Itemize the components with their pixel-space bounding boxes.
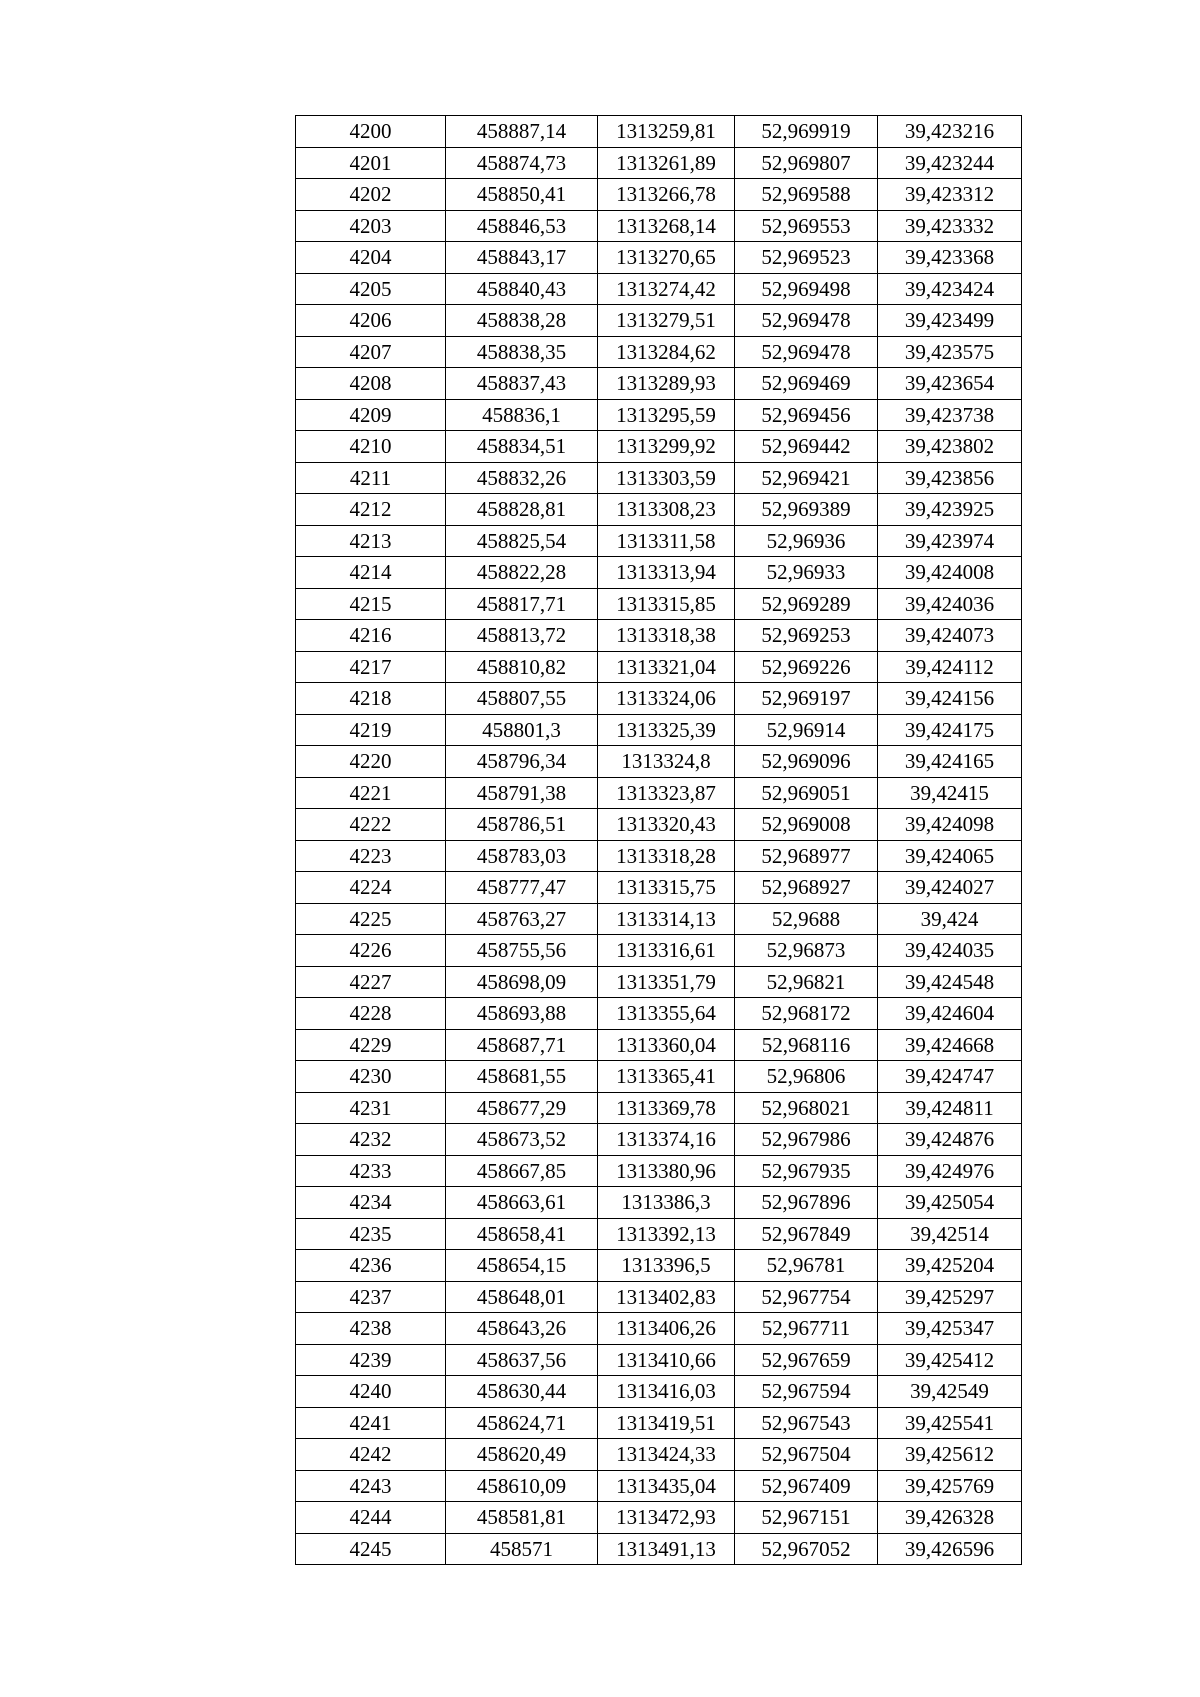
point-number-cell: 4234	[296, 1187, 446, 1219]
table-row	[296, 1313, 1022, 1345]
y-coordinate-cell: 1313491,13	[598, 1533, 735, 1565]
x-coordinate-cell: 458828,81	[446, 494, 598, 526]
table-row	[296, 116, 1022, 148]
point-number-cell: 4206	[296, 305, 446, 337]
x-coordinate-cell: 458822,28	[446, 557, 598, 589]
y-coordinate-cell: 1313321,04	[598, 651, 735, 683]
table-row	[296, 305, 1022, 337]
longitude-cell: 39,424035	[878, 935, 1022, 967]
point-number-cell: 4236	[296, 1250, 446, 1282]
point-number-cell: 4239	[296, 1344, 446, 1376]
point-number-cell: 4229	[296, 1029, 446, 1061]
latitude-cell: 52,969919	[735, 116, 878, 148]
table-row	[296, 872, 1022, 904]
latitude-cell: 52,968977	[735, 840, 878, 872]
table-row	[296, 1218, 1022, 1250]
latitude-cell: 52,969197	[735, 683, 878, 715]
latitude-cell: 52,96781	[735, 1250, 878, 1282]
latitude-cell: 52,967409	[735, 1470, 878, 1502]
coordinates-table	[295, 115, 1022, 1565]
x-coordinate-cell: 458643,26	[446, 1313, 598, 1345]
point-number-cell: 4226	[296, 935, 446, 967]
longitude-cell: 39,425412	[878, 1344, 1022, 1376]
table-row	[296, 273, 1022, 305]
x-coordinate-cell: 458677,29	[446, 1092, 598, 1124]
table-row	[296, 746, 1022, 778]
point-number-cell: 4200	[296, 116, 446, 148]
latitude-cell: 52,969456	[735, 399, 878, 431]
y-coordinate-cell: 1313402,83	[598, 1281, 735, 1313]
latitude-cell: 52,96873	[735, 935, 878, 967]
longitude-cell: 39,426328	[878, 1502, 1022, 1534]
y-coordinate-cell: 1313315,85	[598, 588, 735, 620]
latitude-cell: 52,967935	[735, 1155, 878, 1187]
longitude-cell: 39,423856	[878, 462, 1022, 494]
table-row	[296, 1092, 1022, 1124]
point-number-cell: 4205	[296, 273, 446, 305]
latitude-cell: 52,968116	[735, 1029, 878, 1061]
table-row	[296, 1281, 1022, 1313]
y-coordinate-cell: 1313308,23	[598, 494, 735, 526]
table-row	[296, 1250, 1022, 1282]
x-coordinate-cell: 458777,47	[446, 872, 598, 904]
longitude-cell: 39,424065	[878, 840, 1022, 872]
x-coordinate-cell: 458850,41	[446, 179, 598, 211]
longitude-cell: 39,424976	[878, 1155, 1022, 1187]
x-coordinate-cell: 458887,14	[446, 116, 598, 148]
x-coordinate-cell: 458838,28	[446, 305, 598, 337]
table-row	[296, 1502, 1022, 1534]
table-row	[296, 998, 1022, 1030]
x-coordinate-cell: 458648,01	[446, 1281, 598, 1313]
latitude-cell: 52,967151	[735, 1502, 878, 1534]
latitude-cell: 52,969442	[735, 431, 878, 463]
longitude-cell: 39,423332	[878, 210, 1022, 242]
y-coordinate-cell: 1313320,43	[598, 809, 735, 841]
y-coordinate-cell: 1313472,93	[598, 1502, 735, 1534]
y-coordinate-cell: 1313303,59	[598, 462, 735, 494]
table-row	[296, 147, 1022, 179]
longitude-cell: 39,425541	[878, 1407, 1022, 1439]
latitude-cell: 52,969226	[735, 651, 878, 683]
table-row	[296, 368, 1022, 400]
longitude-cell: 39,424098	[878, 809, 1022, 841]
table-row	[296, 210, 1022, 242]
point-number-cell: 4227	[296, 966, 446, 998]
y-coordinate-cell: 1313416,03	[598, 1376, 735, 1408]
x-coordinate-cell: 458834,51	[446, 431, 598, 463]
point-number-cell: 4214	[296, 557, 446, 589]
point-number-cell: 4208	[296, 368, 446, 400]
table-row	[296, 1187, 1022, 1219]
x-coordinate-cell: 458637,56	[446, 1344, 598, 1376]
latitude-cell: 52,967504	[735, 1439, 878, 1471]
table-row	[296, 903, 1022, 935]
x-coordinate-cell: 458763,27	[446, 903, 598, 935]
table-row	[296, 242, 1022, 274]
x-coordinate-cell: 458581,81	[446, 1502, 598, 1534]
latitude-cell: 52,967052	[735, 1533, 878, 1565]
x-coordinate-cell: 458836,1	[446, 399, 598, 431]
x-coordinate-cell: 458832,26	[446, 462, 598, 494]
y-coordinate-cell: 1313380,96	[598, 1155, 735, 1187]
x-coordinate-cell: 458624,71	[446, 1407, 598, 1439]
longitude-cell: 39,425054	[878, 1187, 1022, 1219]
longitude-cell: 39,42514	[878, 1218, 1022, 1250]
longitude-cell: 39,425297	[878, 1281, 1022, 1313]
x-coordinate-cell: 458681,55	[446, 1061, 598, 1093]
latitude-cell: 52,969096	[735, 746, 878, 778]
table-row	[296, 1533, 1022, 1565]
x-coordinate-cell: 458673,52	[446, 1124, 598, 1156]
point-number-cell: 4242	[296, 1439, 446, 1471]
y-coordinate-cell: 1313315,75	[598, 872, 735, 904]
y-coordinate-cell: 1313289,93	[598, 368, 735, 400]
longitude-cell: 39,42415	[878, 777, 1022, 809]
point-number-cell: 4215	[296, 588, 446, 620]
point-number-cell: 4212	[296, 494, 446, 526]
latitude-cell: 52,967711	[735, 1313, 878, 1345]
table-row	[296, 683, 1022, 715]
latitude-cell: 52,967754	[735, 1281, 878, 1313]
latitude-cell: 52,969051	[735, 777, 878, 809]
y-coordinate-cell: 1313299,92	[598, 431, 735, 463]
point-number-cell: 4225	[296, 903, 446, 935]
point-number-cell: 4213	[296, 525, 446, 557]
point-number-cell: 4204	[296, 242, 446, 274]
y-coordinate-cell: 1313323,87	[598, 777, 735, 809]
longitude-cell: 39,423244	[878, 147, 1022, 179]
latitude-cell: 52,969289	[735, 588, 878, 620]
x-coordinate-cell: 458783,03	[446, 840, 598, 872]
y-coordinate-cell: 1313386,3	[598, 1187, 735, 1219]
latitude-cell: 52,967594	[735, 1376, 878, 1408]
table-row	[296, 809, 1022, 841]
table-row	[296, 1124, 1022, 1156]
y-coordinate-cell: 1313435,04	[598, 1470, 735, 1502]
x-coordinate-cell: 458807,55	[446, 683, 598, 715]
table-row	[296, 1376, 1022, 1408]
point-number-cell: 4245	[296, 1533, 446, 1565]
x-coordinate-cell: 458571	[446, 1533, 598, 1565]
x-coordinate-cell: 458817,71	[446, 588, 598, 620]
table-row	[296, 399, 1022, 431]
x-coordinate-cell: 458630,44	[446, 1376, 598, 1408]
x-coordinate-cell: 458698,09	[446, 966, 598, 998]
table-row	[296, 1155, 1022, 1187]
longitude-cell: 39,423312	[878, 179, 1022, 211]
point-number-cell: 4233	[296, 1155, 446, 1187]
y-coordinate-cell: 1313295,59	[598, 399, 735, 431]
y-coordinate-cell: 1313324,06	[598, 683, 735, 715]
latitude-cell: 52,968927	[735, 872, 878, 904]
y-coordinate-cell: 1313279,51	[598, 305, 735, 337]
latitude-cell: 52,96821	[735, 966, 878, 998]
y-coordinate-cell: 1313261,89	[598, 147, 735, 179]
y-coordinate-cell: 1313314,13	[598, 903, 735, 935]
y-coordinate-cell: 1313311,58	[598, 525, 735, 557]
y-coordinate-cell: 1313360,04	[598, 1029, 735, 1061]
table-row	[296, 1407, 1022, 1439]
table-row	[296, 935, 1022, 967]
longitude-cell: 39,424156	[878, 683, 1022, 715]
table-row	[296, 620, 1022, 652]
longitude-cell: 39,425347	[878, 1313, 1022, 1345]
latitude-cell: 52,969008	[735, 809, 878, 841]
y-coordinate-cell: 1313369,78	[598, 1092, 735, 1124]
y-coordinate-cell: 1313316,61	[598, 935, 735, 967]
y-coordinate-cell: 1313270,65	[598, 242, 735, 274]
table-row	[296, 588, 1022, 620]
coordinates-table-body	[296, 116, 1022, 1565]
longitude-cell: 39,424175	[878, 714, 1022, 746]
longitude-cell: 39,423925	[878, 494, 1022, 526]
latitude-cell: 52,96933	[735, 557, 878, 589]
longitude-cell: 39,425612	[878, 1439, 1022, 1471]
x-coordinate-cell: 458796,34	[446, 746, 598, 778]
longitude-cell: 39,423654	[878, 368, 1022, 400]
table-row	[296, 714, 1022, 746]
longitude-cell: 39,423216	[878, 116, 1022, 148]
point-number-cell: 4219	[296, 714, 446, 746]
x-coordinate-cell: 458838,35	[446, 336, 598, 368]
point-number-cell: 4210	[296, 431, 446, 463]
x-coordinate-cell: 458801,3	[446, 714, 598, 746]
y-coordinate-cell: 1313325,39	[598, 714, 735, 746]
x-coordinate-cell: 458654,15	[446, 1250, 598, 1282]
table-row	[296, 336, 1022, 368]
x-coordinate-cell: 458813,72	[446, 620, 598, 652]
latitude-cell: 52,967543	[735, 1407, 878, 1439]
point-number-cell: 4211	[296, 462, 446, 494]
point-number-cell: 4223	[296, 840, 446, 872]
y-coordinate-cell: 1313396,5	[598, 1250, 735, 1282]
table-row	[296, 651, 1022, 683]
table-row	[296, 777, 1022, 809]
longitude-cell: 39,425769	[878, 1470, 1022, 1502]
x-coordinate-cell: 458667,85	[446, 1155, 598, 1187]
point-number-cell: 4209	[296, 399, 446, 431]
y-coordinate-cell: 1313374,16	[598, 1124, 735, 1156]
table-row	[296, 966, 1022, 998]
y-coordinate-cell: 1313324,8	[598, 746, 735, 778]
y-coordinate-cell: 1313365,41	[598, 1061, 735, 1093]
longitude-cell: 39,423499	[878, 305, 1022, 337]
longitude-cell: 39,424008	[878, 557, 1022, 589]
point-number-cell: 4203	[296, 210, 446, 242]
table-row	[296, 557, 1022, 589]
x-coordinate-cell: 458837,43	[446, 368, 598, 400]
x-coordinate-cell: 458874,73	[446, 147, 598, 179]
table-row	[296, 462, 1022, 494]
latitude-cell: 52,969469	[735, 368, 878, 400]
y-coordinate-cell: 1313284,62	[598, 336, 735, 368]
y-coordinate-cell: 1313259,81	[598, 116, 735, 148]
point-number-cell: 4220	[296, 746, 446, 778]
point-number-cell: 4238	[296, 1313, 446, 1345]
latitude-cell: 52,969498	[735, 273, 878, 305]
x-coordinate-cell: 458663,61	[446, 1187, 598, 1219]
latitude-cell: 52,969478	[735, 305, 878, 337]
point-number-cell: 4243	[296, 1470, 446, 1502]
longitude-cell: 39,423424	[878, 273, 1022, 305]
x-coordinate-cell: 458786,51	[446, 809, 598, 841]
longitude-cell: 39,423974	[878, 525, 1022, 557]
x-coordinate-cell: 458843,17	[446, 242, 598, 274]
longitude-cell: 39,424604	[878, 998, 1022, 1030]
x-coordinate-cell: 458687,71	[446, 1029, 598, 1061]
x-coordinate-cell: 458693,88	[446, 998, 598, 1030]
point-number-cell: 4244	[296, 1502, 446, 1534]
latitude-cell: 52,968172	[735, 998, 878, 1030]
point-number-cell: 4232	[296, 1124, 446, 1156]
table-row	[296, 1344, 1022, 1376]
latitude-cell: 52,967896	[735, 1187, 878, 1219]
longitude-cell: 39,425204	[878, 1250, 1022, 1282]
y-coordinate-cell: 1313419,51	[598, 1407, 735, 1439]
point-number-cell: 4218	[296, 683, 446, 715]
x-coordinate-cell: 458840,43	[446, 273, 598, 305]
y-coordinate-cell: 1313268,14	[598, 210, 735, 242]
x-coordinate-cell: 458791,38	[446, 777, 598, 809]
y-coordinate-cell: 1313318,28	[598, 840, 735, 872]
table-row	[296, 494, 1022, 526]
point-number-cell: 4231	[296, 1092, 446, 1124]
latitude-cell: 52,967849	[735, 1218, 878, 1250]
y-coordinate-cell: 1313274,42	[598, 273, 735, 305]
y-coordinate-cell: 1313266,78	[598, 179, 735, 211]
y-coordinate-cell: 1313318,38	[598, 620, 735, 652]
point-number-cell: 4224	[296, 872, 446, 904]
point-number-cell: 4237	[296, 1281, 446, 1313]
point-number-cell: 4235	[296, 1218, 446, 1250]
point-number-cell: 4222	[296, 809, 446, 841]
table-row	[296, 525, 1022, 557]
longitude-cell: 39,424668	[878, 1029, 1022, 1061]
latitude-cell: 52,969389	[735, 494, 878, 526]
longitude-cell: 39,424811	[878, 1092, 1022, 1124]
latitude-cell: 52,96914	[735, 714, 878, 746]
table-row	[296, 431, 1022, 463]
latitude-cell: 52,968021	[735, 1092, 878, 1124]
table-row	[296, 840, 1022, 872]
latitude-cell: 52,969807	[735, 147, 878, 179]
table-row	[296, 1439, 1022, 1471]
longitude-cell: 39,423575	[878, 336, 1022, 368]
x-coordinate-cell: 458846,53	[446, 210, 598, 242]
point-number-cell: 4217	[296, 651, 446, 683]
latitude-cell: 52,969253	[735, 620, 878, 652]
longitude-cell: 39,424112	[878, 651, 1022, 683]
point-number-cell: 4201	[296, 147, 446, 179]
longitude-cell: 39,42549	[878, 1376, 1022, 1408]
latitude-cell: 52,969478	[735, 336, 878, 368]
longitude-cell: 39,423368	[878, 242, 1022, 274]
x-coordinate-cell: 458658,41	[446, 1218, 598, 1250]
point-number-cell: 4221	[296, 777, 446, 809]
latitude-cell: 52,967659	[735, 1344, 878, 1376]
x-coordinate-cell: 458825,54	[446, 525, 598, 557]
y-coordinate-cell: 1313424,33	[598, 1439, 735, 1471]
x-coordinate-cell: 458810,82	[446, 651, 598, 683]
latitude-cell: 52,96806	[735, 1061, 878, 1093]
y-coordinate-cell: 1313410,66	[598, 1344, 735, 1376]
longitude-cell: 39,424	[878, 903, 1022, 935]
point-number-cell: 4241	[296, 1407, 446, 1439]
longitude-cell: 39,423738	[878, 399, 1022, 431]
longitude-cell: 39,424548	[878, 966, 1022, 998]
y-coordinate-cell: 1313313,94	[598, 557, 735, 589]
y-coordinate-cell: 1313392,13	[598, 1218, 735, 1250]
point-number-cell: 4240	[296, 1376, 446, 1408]
longitude-cell: 39,424747	[878, 1061, 1022, 1093]
point-number-cell: 4216	[296, 620, 446, 652]
longitude-cell: 39,424036	[878, 588, 1022, 620]
table-row	[296, 179, 1022, 211]
point-number-cell: 4228	[296, 998, 446, 1030]
table-row	[296, 1061, 1022, 1093]
latitude-cell: 52,969421	[735, 462, 878, 494]
latitude-cell: 52,967986	[735, 1124, 878, 1156]
x-coordinate-cell: 458620,49	[446, 1439, 598, 1471]
latitude-cell: 52,9688	[735, 903, 878, 935]
point-number-cell: 4207	[296, 336, 446, 368]
x-coordinate-cell: 458610,09	[446, 1470, 598, 1502]
latitude-cell: 52,969553	[735, 210, 878, 242]
point-number-cell: 4202	[296, 179, 446, 211]
longitude-cell: 39,424165	[878, 746, 1022, 778]
y-coordinate-cell: 1313351,79	[598, 966, 735, 998]
table-row	[296, 1470, 1022, 1502]
longitude-cell: 39,424876	[878, 1124, 1022, 1156]
point-number-cell: 4230	[296, 1061, 446, 1093]
longitude-cell: 39,426596	[878, 1533, 1022, 1565]
latitude-cell: 52,969523	[735, 242, 878, 274]
table-row	[296, 1029, 1022, 1061]
latitude-cell: 52,96936	[735, 525, 878, 557]
y-coordinate-cell: 1313355,64	[598, 998, 735, 1030]
longitude-cell: 39,423802	[878, 431, 1022, 463]
latitude-cell: 52,969588	[735, 179, 878, 211]
x-coordinate-cell: 458755,56	[446, 935, 598, 967]
longitude-cell: 39,424027	[878, 872, 1022, 904]
longitude-cell: 39,424073	[878, 620, 1022, 652]
y-coordinate-cell: 1313406,26	[598, 1313, 735, 1345]
